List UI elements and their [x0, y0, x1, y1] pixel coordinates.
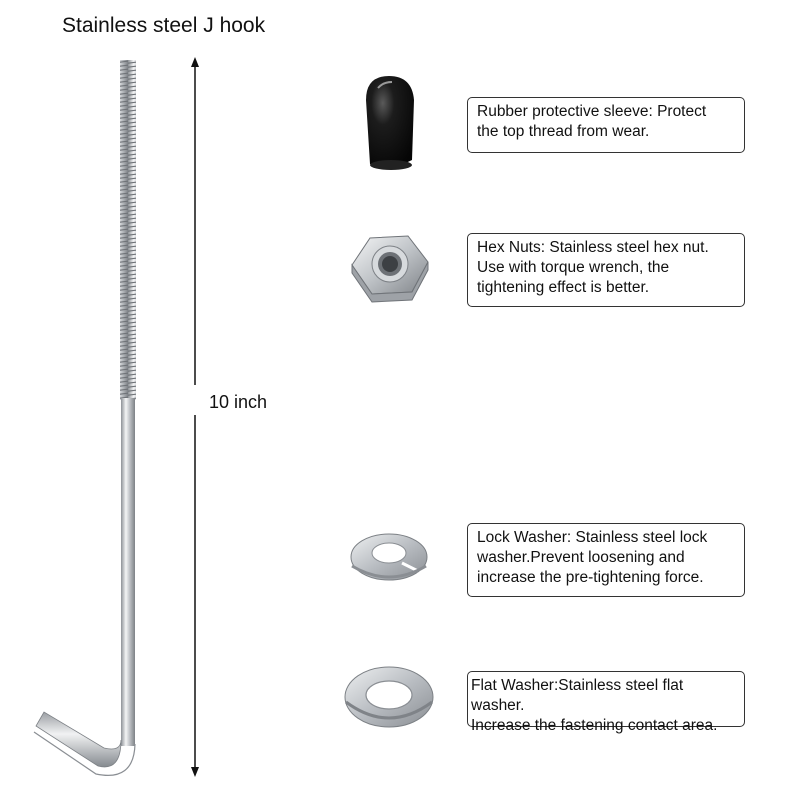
j-hook-icon: [34, 60, 136, 775]
dimension-arrow-icon: [188, 57, 202, 777]
callout-text: Flat Washer:Stainless steel flat washer. Increase the fastening contact area.: [471, 677, 718, 734]
dimension-label: 10 inch: [209, 392, 268, 412]
rubber-sleeve-callout: [467, 97, 745, 153]
callout-text: Rubber protective sleeve: Protect the top thread from wear.: [477, 103, 707, 140]
page-title: Stainless steel J hook: [62, 14, 266, 37]
flat-washer-callout: [467, 671, 745, 734]
callout-text: Hex Nuts: Stainless steel hex nut. Use with torque wrench, the tightening effect is better.: [477, 239, 709, 296]
callout-text: Lock Washer: Stainless steel lock washer.Prevent loosening and increase the pre-tightening force.: [477, 529, 708, 586]
hex-nut-icon: [352, 236, 428, 302]
hex-nut-callout: [467, 233, 745, 307]
lock-washer-callout: [467, 523, 745, 597]
rubber-sleeve-icon: [366, 76, 414, 170]
lock-washer-icon: [351, 534, 427, 580]
flat-washer-icon: [345, 667, 433, 727]
